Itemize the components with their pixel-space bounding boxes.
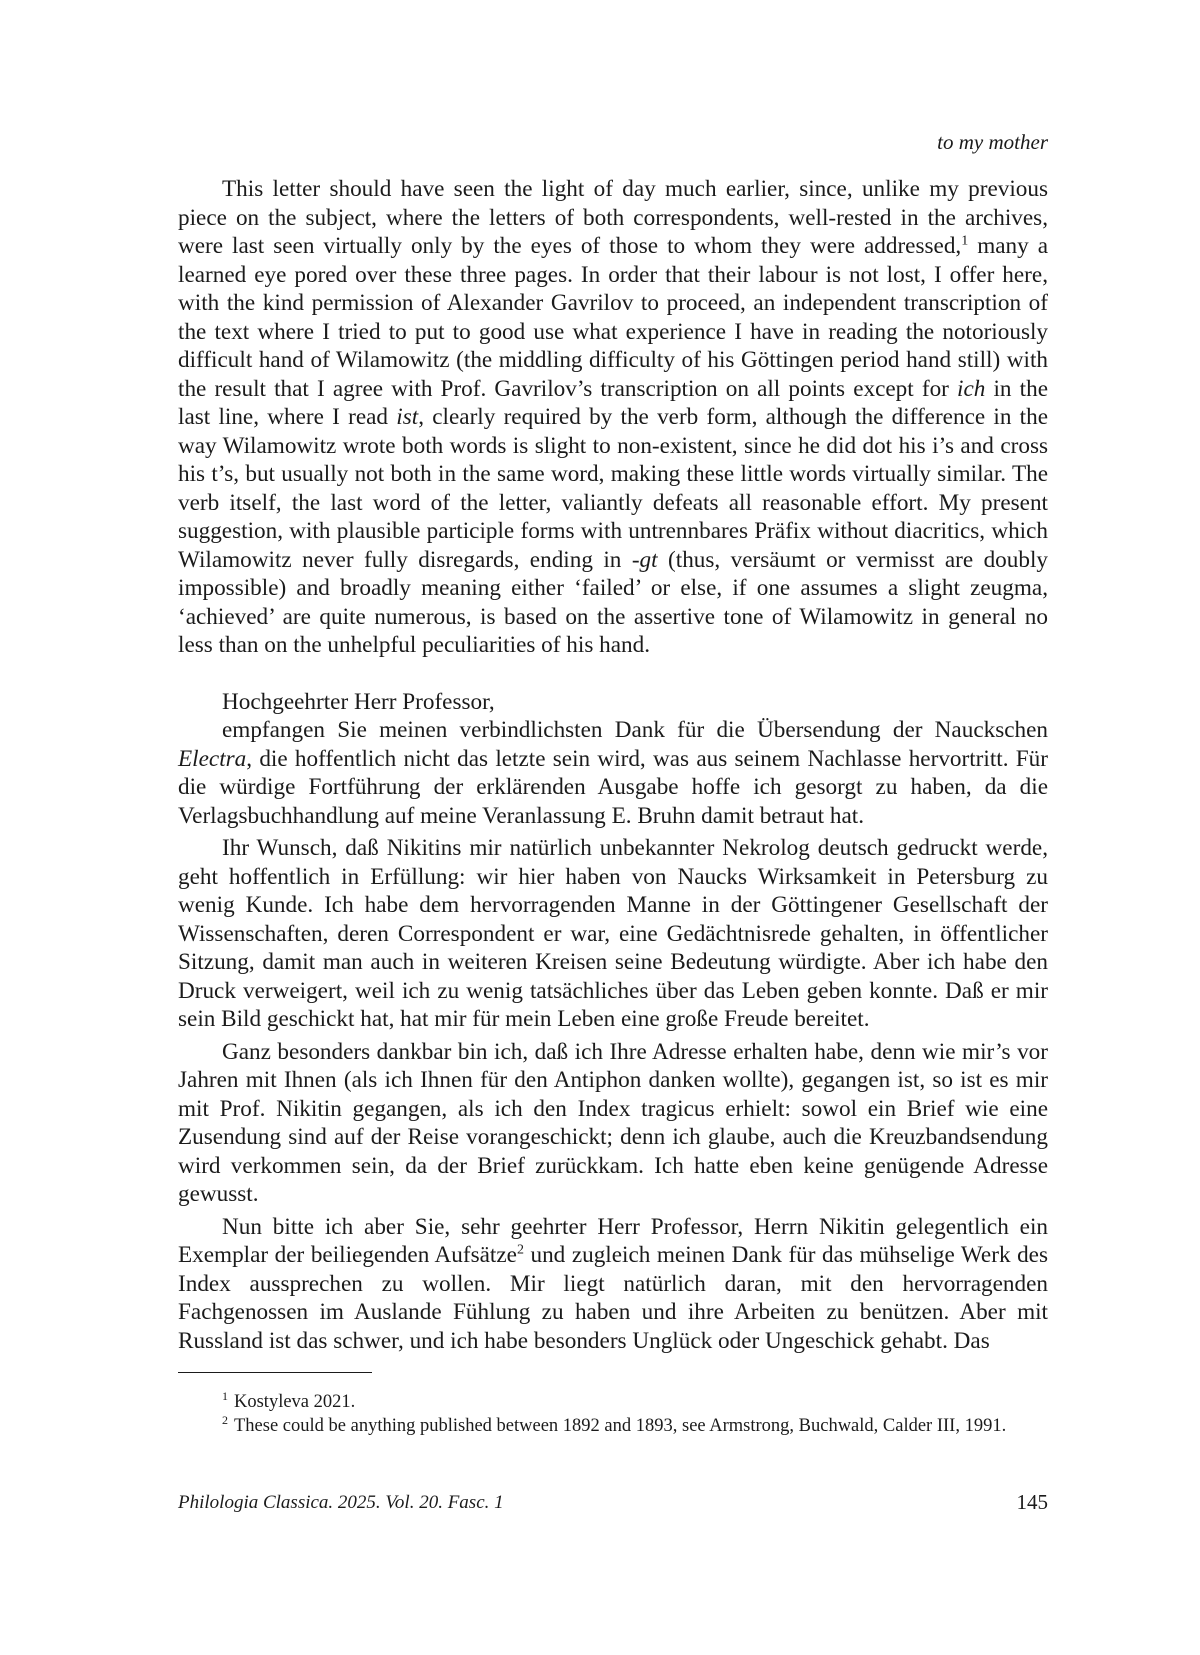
- letter-paragraph-3: Ganz besonders dankbar bin ich, daß ich Ihre Adresse erhalten habe, denn wie mir’s vor Jahren mit Ihnen (als ich Ihnen für den Antiphon danken wollte), gegangen ist, so ist es mir mit Prof. Nikitin gegangen, als ich den Index tragicus erhielt: sowol ein Brief wie eine Zusendung sind auf der Reise vorangeschickt; denn ich glaube, auch die Kreuzbandsendung wird verkommen sein, da der Brief zurückkam. Ich hatte eben keine genügende Adresse gewusst.: [178, 1038, 1048, 1207]
- letter-p1-italic-electra: Electra: [178, 745, 247, 772]
- footnotes: [178, 1390, 1048, 1438]
- letter-p4-text-2: und zugleich meinen Dank für das mühselige Werk des Index aussprechen zu wollen. Mir liegt natürlich daran, mit den hervorragenden Fachgenossen im Auslande Fühlung zu haben und ihre Arbeiten zu benützen. Aber mit Russland ist das schwer, und ich habe besonders Unglück oder Ungeschick gehabt. Das: [178, 1242, 1048, 1354]
- footnote-1-mark: 1: [222, 1388, 228, 1403]
- letter-p1-text-2: , die hoffentlich nicht das letzte sein wird, was aus seinem Nachlasse hervortritt. Für die würdige Fortführung der erklärenden Ausgabe hoffe ich gesorgt zu haben, da die Verlagsbuchhandlung auf meine Veranlassung E. Bruhn damit betraut hat.: [178, 745, 1048, 829]
- letter-salutation: Hochgeehrter Herr Professor,: [222, 688, 495, 715]
- footnote-2-text: These could be anything published between 1892 and 1893, see Armstrong, Buchwald, Calder III, 1991.: [234, 1416, 1007, 1436]
- intro-italic-gt: -gt: [631, 546, 658, 573]
- page-number: 145: [1016, 1490, 1048, 1514]
- footnote-divider: [178, 1372, 372, 1373]
- intro-text-1: This letter should have seen the light of day much earlier, since, unlike my previous piece on the subject, where the letters of both correspondents, well-rested in the archives, were last seen virtually only by the eyes of those to whom they were addressed,: [178, 176, 1048, 259]
- letter-paragraph-2: Ihr Wunsch, daß Nikitins mir natürlich unbekannter Nekrolog deutsch gedruckt werde, geht hoffentlich in Erfüllung: wir hier haben von Naucks Wirksamkeit in Petersburg zu wenig Kunde. Ich habe dem hervorragenden Manne in der Göttingener Gesellschaft der Wissenschaften, deren Correspondent er war, eine Gedächtnisrede gehalten, in öffentlicher Sitzung, damit man auch in weiteren Kreisen seine Bedeutung würdigte. Aber ich habe den Druck verweigert, weil ich zu wenig tatsächliches über das Leben geben konnte. Daß er mir sein Bild geschickt hat, hat mir für mein Leben eine große Freude bereitet.: [178, 835, 1048, 1032]
- intro-text-3: in the last line, where I read: [178, 375, 1048, 430]
- footnote-1: [178, 1390, 1048, 1414]
- footnote-1-text: Kostyleva 2021.: [234, 1392, 356, 1412]
- intro-text-2: many a learned eye pored over these three pages. In order that their labour is not lost, I offer here, with the kind permission of Alexander Gavrilov to proceed, an independent transcription of the text where I tried to put to good use what experience I have in reading the notoriously difficult hand of Wilamowitz (the middling difficulty of his Göttingen period hand still) with the result that I agree with Prof. Gavrilov’s transcription on all points except for: [178, 233, 1048, 402]
- intro-paragraph: [178, 175, 1048, 660]
- footnote-2-mark: 2: [222, 1412, 228, 1427]
- body-text: [178, 175, 1048, 1355]
- letter-p4-text-1: Nun bitte ich aber Sie, sehr geehrter Herr Professor, Herrn Nikitin gelegentlich ein Exemplar der beiliegenden Aufsätze: [178, 1213, 1048, 1268]
- dedication: to my mother: [937, 130, 1048, 154]
- footnote-ref-1[interactable]: 1: [961, 233, 969, 249]
- footnote-ref-2[interactable]: 2: [516, 1242, 524, 1258]
- intro-text-4: , clearly required by the verb form, although the difference in the way Wilamowitz wrote both words is slight to non-existent, since he did dot his i’s and cross his t’s, but usually not both in the same word, making these little words virtually similar. The verb itself, the last word of the letter, valiantly defeats all reasonable effort. My present suggestion, with plausible participle forms with untrennbares Präfix without diacritics, which Wilamowitz never fully disregards, ending in: [178, 404, 1049, 573]
- intro-text-5: (thus, versäumt or vermisst are doubly impossible) and broadly meaning either ‘failed’ or else, if one assumes a slight zeugma, ‘achieved’ are quite numerous, is based on the assertive tone of Wilamowitz in general no less than on the unhelpful peculiarities of his hand.: [178, 546, 1048, 658]
- journal-info: Philologia Classica. 2025. Vol. 20. Fasc. 1: [178, 1492, 504, 1513]
- footnote-2: [178, 1414, 1048, 1438]
- letter-paragraph-1: [178, 716, 1048, 830]
- page: [178, 0, 1048, 1655]
- letter-p1-text-1: empfangen Sie meinen verbindlichsten Dank für die Übersendung der Nauckschen: [222, 717, 1048, 743]
- letter-paragraph-4: [178, 1213, 1048, 1356]
- intro-italic-ist: ist: [396, 404, 419, 430]
- intro-italic-ich: ich: [957, 375, 986, 402]
